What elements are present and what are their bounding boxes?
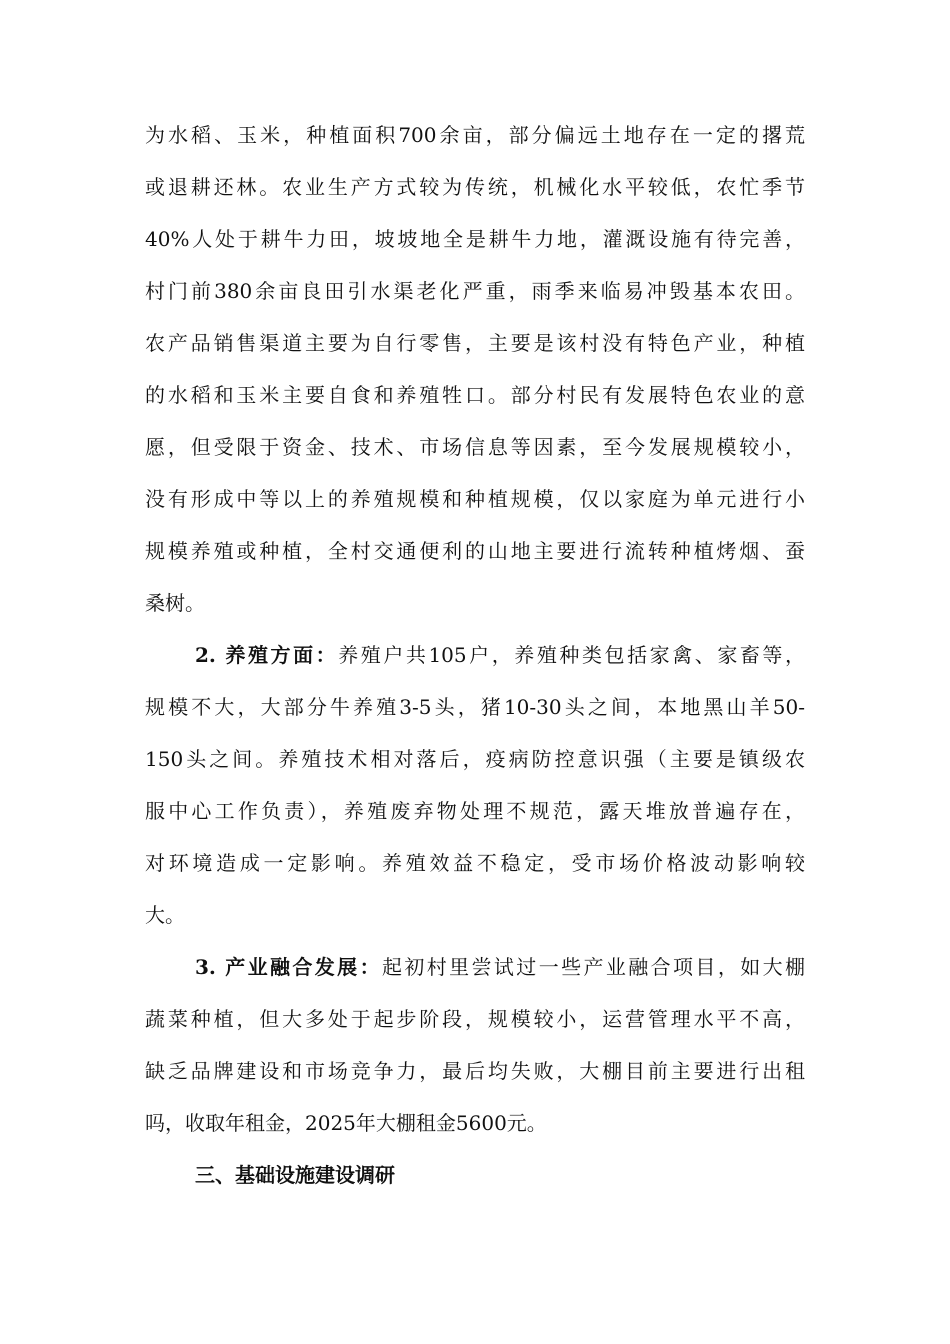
text-line: 的水稻和玉米主要自食和养殖牲口。部分村民有发展特色农业的意 <box>145 383 805 407</box>
text-line <box>195 952 805 982</box>
text-line: 150头之间。养殖技术相对落后，疫病防控意识强（主要是镇级农 <box>145 747 805 771</box>
text-line: 为水稻、玉米，种植面积700余亩，部分偏远土地存在一定的撂荒 <box>145 123 805 147</box>
text-line: 没有形成中等以上的养殖规模和种植规模，仅以家庭为单元进行小 <box>145 487 805 511</box>
text-line: 缺乏品牌建设和市场竞争力，最后均失败，大棚目前主要进行出租 <box>145 1059 805 1083</box>
text-line: 桑树。 <box>145 591 205 615</box>
paragraph-heading: 3. 产业融合发展： <box>195 955 382 979</box>
text-line: 服中心工作负责），养殖废弃物处理不规范，露天堆放普遍存在， <box>145 799 805 823</box>
text-line <box>195 640 805 670</box>
paragraph-heading: 2. 养殖方面： <box>195 643 339 667</box>
paragraph-text: 起初村里尝试过一些产业融合项目，如大棚 <box>381 955 805 979</box>
section-heading: 三、基础设施建设调研 <box>195 1163 395 1187</box>
text-line: 吗，收取年租金，2025年大棚租金5600元。 <box>145 1111 547 1135</box>
text-line: 农产品销售渠道主要为自行零售，主要是该村没有特色产业，种植 <box>145 331 805 355</box>
text-line: 蔬菜种植，但大多处于起步阶段，规模较小，运营管理水平不高， <box>145 1007 805 1031</box>
paragraph-text: 养殖户共105户，养殖种类包括家禽、家畜等， <box>338 643 805 667</box>
text-line: 村门前380余亩良田引水渠老化严重，雨季来临易冲毁基本农田。 <box>145 279 805 303</box>
text-line: 规模不大，大部分牛养殖3-5头，猪10-30头之间，本地黑山羊50- <box>145 695 805 719</box>
text-line: 大。 <box>145 903 185 927</box>
text-line: 40%人处于耕牛力田，坡坡地全是耕牛力地，灌溉设施有待完善， <box>145 227 805 251</box>
text-line: 规模养殖或种植，全村交通便利的山地主要进行流转种植烤烟、蚕 <box>145 539 805 563</box>
text-line: 愿，但受限于资金、技术、市场信息等因素，至今发展规模较小， <box>145 435 805 459</box>
text-line: 对环境造成一定影响。养殖效益不稳定，受市场价格波动影响较 <box>145 851 805 875</box>
text-line: 或退耕还林。农业生产方式较为传统，机械化水平较低，农忙季节 <box>145 175 805 199</box>
